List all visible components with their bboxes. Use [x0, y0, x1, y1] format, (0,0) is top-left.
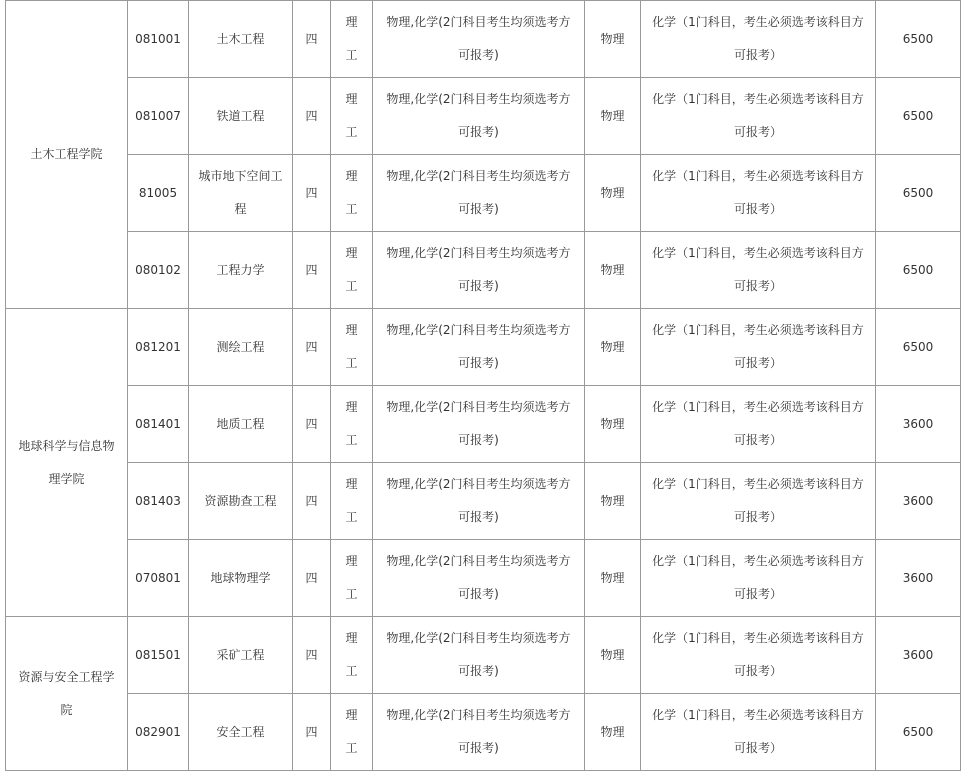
major-name-cell: 铁道工程	[189, 78, 293, 155]
first-choice-subjects-cell: 物理,化学(2门科目考生均须选考方可报考)	[373, 463, 585, 540]
duration-cell: 四	[293, 309, 331, 386]
table-row	[6, 78, 961, 155]
duration-cell: 四	[293, 78, 331, 155]
major-name-cell: 资源勘查工程	[189, 463, 293, 540]
first-choice-subjects-cell: 物理,化学(2门科目考生均须选考方可报考)	[373, 309, 585, 386]
major-name-cell: 采矿工程	[189, 617, 293, 694]
first-choice-subjects-cell: 物理,化学(2门科目考生均须选考方可报考)	[373, 540, 585, 617]
duration-cell: 四	[293, 1, 331, 78]
reselect-requirement-cell: 化学（1门科目，考生必须选考该科目方可报考）	[641, 78, 876, 155]
table-row	[6, 1, 961, 78]
college-name-cell: 土木工程学院	[6, 1, 128, 309]
major-code-cell: 081201	[128, 309, 189, 386]
reselect-requirement-cell: 化学（1门科目，考生必须选考该科目方可报考）	[641, 155, 876, 232]
table-row	[6, 694, 961, 771]
major-code-cell: 070801	[128, 540, 189, 617]
table-row	[6, 540, 961, 617]
discipline-type-cell: 理工	[331, 386, 373, 463]
primary-subject-cell: 物理	[585, 463, 641, 540]
table-row	[6, 155, 961, 232]
major-code-cell: 080102	[128, 232, 189, 309]
reselect-requirement-cell: 化学（1门科目，考生必须选考该科目方可报考）	[641, 386, 876, 463]
table-body	[6, 1, 961, 771]
major-code-cell: 081501	[128, 617, 189, 694]
tuition-fee-cell: 6500	[876, 78, 961, 155]
reselect-requirement-cell: 化学（1门科目，考生必须选考该科目方可报考）	[641, 232, 876, 309]
duration-cell: 四	[293, 155, 331, 232]
first-choice-subjects-cell: 物理,化学(2门科目考生均须选考方可报考)	[373, 155, 585, 232]
primary-subject-cell: 物理	[585, 309, 641, 386]
college-name-cell: 资源与安全工程学院	[6, 617, 128, 771]
table-row	[6, 309, 961, 386]
discipline-type-cell: 理工	[331, 309, 373, 386]
tuition-fee-cell: 6500	[876, 155, 961, 232]
first-choice-subjects-cell: 物理,化学(2门科目考生均须选考方可报考)	[373, 1, 585, 78]
major-name-cell: 安全工程	[189, 694, 293, 771]
table-row	[6, 617, 961, 694]
primary-subject-cell: 物理	[585, 155, 641, 232]
primary-subject-cell: 物理	[585, 1, 641, 78]
discipline-type-cell: 理工	[331, 540, 373, 617]
tuition-fee-cell: 3600	[876, 386, 961, 463]
reselect-requirement-cell: 化学（1门科目，考生必须选考该科目方可报考）	[641, 309, 876, 386]
tuition-fee-cell: 6500	[876, 232, 961, 309]
major-code-cell: 81005	[128, 155, 189, 232]
discipline-type-cell: 理工	[331, 1, 373, 78]
discipline-type-cell: 理工	[331, 617, 373, 694]
duration-cell: 四	[293, 540, 331, 617]
duration-cell: 四	[293, 463, 331, 540]
duration-cell: 四	[293, 386, 331, 463]
first-choice-subjects-cell: 物理,化学(2门科目考生均须选考方可报考)	[373, 386, 585, 463]
reselect-requirement-cell: 化学（1门科目，考生必须选考该科目方可报考）	[641, 1, 876, 78]
major-code-cell: 081001	[128, 1, 189, 78]
duration-cell: 四	[293, 617, 331, 694]
table-row	[6, 232, 961, 309]
tuition-fee-cell: 6500	[876, 694, 961, 771]
reselect-requirement-cell: 化学（1门科目，考生必须选考该科目方可报考）	[641, 540, 876, 617]
first-choice-subjects-cell: 物理,化学(2门科目考生均须选考方可报考)	[373, 232, 585, 309]
admissions-table	[5, 0, 961, 771]
major-code-cell: 081401	[128, 386, 189, 463]
table-row	[6, 386, 961, 463]
major-code-cell: 081403	[128, 463, 189, 540]
major-name-cell: 测绘工程	[189, 309, 293, 386]
tuition-fee-cell: 3600	[876, 463, 961, 540]
reselect-requirement-cell: 化学（1门科目，考生必须选考该科目方可报考）	[641, 463, 876, 540]
tuition-fee-cell: 6500	[876, 309, 961, 386]
primary-subject-cell: 物理	[585, 617, 641, 694]
table-row	[6, 463, 961, 540]
first-choice-subjects-cell: 物理,化学(2门科目考生均须选考方可报考)	[373, 78, 585, 155]
discipline-type-cell: 理工	[331, 463, 373, 540]
first-choice-subjects-cell: 物理,化学(2门科目考生均须选考方可报考)	[373, 617, 585, 694]
major-code-cell: 082901	[128, 694, 189, 771]
duration-cell: 四	[293, 694, 331, 771]
primary-subject-cell: 物理	[585, 232, 641, 309]
primary-subject-cell: 物理	[585, 78, 641, 155]
major-name-cell: 地球物理学	[189, 540, 293, 617]
major-name-cell: 土木工程	[189, 1, 293, 78]
primary-subject-cell: 物理	[585, 540, 641, 617]
major-name-cell: 工程力学	[189, 232, 293, 309]
reselect-requirement-cell: 化学（1门科目，考生必须选考该科目方可报考）	[641, 694, 876, 771]
major-name-cell: 城市地下空间工程	[189, 155, 293, 232]
tuition-fee-cell: 3600	[876, 617, 961, 694]
primary-subject-cell: 物理	[585, 694, 641, 771]
major-code-cell: 081007	[128, 78, 189, 155]
discipline-type-cell: 理工	[331, 232, 373, 309]
discipline-type-cell: 理工	[331, 155, 373, 232]
duration-cell: 四	[293, 232, 331, 309]
tuition-fee-cell: 3600	[876, 540, 961, 617]
tuition-fee-cell: 6500	[876, 1, 961, 78]
reselect-requirement-cell: 化学（1门科目，考生必须选考该科目方可报考）	[641, 617, 876, 694]
college-name-cell: 地球科学与信息物理学院	[6, 309, 128, 617]
first-choice-subjects-cell: 物理,化学(2门科目考生均须选考方可报考)	[373, 694, 585, 771]
discipline-type-cell: 理工	[331, 694, 373, 771]
discipline-type-cell: 理工	[331, 78, 373, 155]
major-name-cell: 地质工程	[189, 386, 293, 463]
primary-subject-cell: 物理	[585, 386, 641, 463]
